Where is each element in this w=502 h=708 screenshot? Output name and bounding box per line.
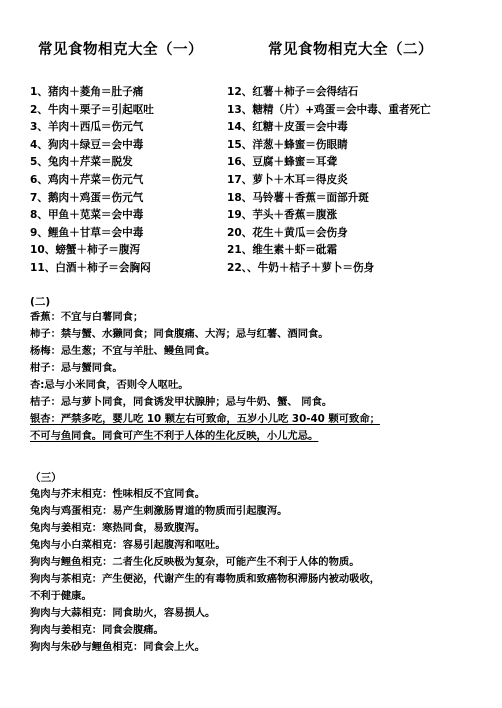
- paragraph-line: 桔子：忌与萝卜同食，同食诱发甲状腺肿；忌与牛奶、蟹、 同食。: [30, 396, 333, 408]
- paragraph-line: 柑子：忌与蟹同食。: [30, 362, 123, 374]
- list-item: 18、马铃薯＋香蕉＝面部升斑: [227, 191, 369, 204]
- paragraph-line: 香蕉：不宜与白薯同食；: [30, 311, 144, 323]
- list-item: 16、豆腐＋蜂蜜＝耳聋: [227, 156, 338, 169]
- list-item: 1、猪肉＋菱角＝肚子痛: [30, 86, 144, 98]
- list-item: 2、牛肉＋栗子＝引起呕吐: [30, 103, 154, 116]
- list-item: 21、维生素＋虾＝砒霜: [227, 244, 338, 257]
- paragraph-line: 杨梅：忌生葱；不宜与羊肚、鳗鱼同食。: [30, 345, 216, 357]
- section-three-heading: （三）: [30, 472, 62, 484]
- paragraph-line: 兔肉与鸡蛋相克：易产生刺激肠胃道的物质而引起腹泻。: [30, 505, 288, 517]
- paragraph-line: 不利于健康。: [30, 590, 92, 602]
- section-two-heading: (二): [30, 296, 51, 308]
- paragraph-line: 狗肉与大蒜相克：同食助火，容易损人。: [30, 607, 216, 619]
- list-item: 10、螃蟹＋柿子＝腹泻: [30, 244, 141, 257]
- list-item: 9、鲤鱼＋甘草＝会中毒: [30, 226, 144, 239]
- paragraph-line: 狗肉与鲤鱼相克：二者生化反映极为复杂，可能产生不利于人体的物质。: [30, 556, 360, 568]
- list-item: 8、甲鱼＋苋菜＝会中毒: [30, 209, 144, 222]
- section-two-body: [30, 309, 480, 445]
- food-list-right: [227, 84, 499, 278]
- paragraph-line: 兔肉与芥末相克：性味相反不宜同食。: [30, 488, 206, 500]
- list-item: 20、花生＋黄瓜＝会伤身: [227, 226, 348, 239]
- underlined-line: 银杏：严禁多吃，婴儿吃 10 颗左右可致命，五岁小儿吃 30-40 颗可致命；: [30, 413, 380, 425]
- paragraph-line: 柿子：禁与蟹、水獭同食；同食腹痛、大泻；忌与红薯、酒同食。: [30, 328, 329, 340]
- list-item: 15、洋葱＋蜂蜜＝伤眼睛: [227, 138, 348, 151]
- list-item: 14、红糖＋皮蛋＝会中毒: [227, 121, 348, 134]
- list-item: 5、兔肉＋芹菜＝脱发: [30, 156, 133, 169]
- paragraph-line: 杏:忌与小米同食，否则令人呕吐。: [30, 379, 189, 391]
- list-item: 6、鸡肉＋芹菜＝伤元气: [30, 173, 144, 186]
- list-item: 13、糖精（片）+鸡蛋＝会中毒、重者死亡: [227, 103, 431, 116]
- title-part-one: 常见食物相克大全（一）: [38, 42, 203, 58]
- list-item: 22、、牛奶＋桔子＋萝卜＝伤身: [227, 261, 375, 274]
- underlined-line: 不可与鱼同食。同食可产生不利于人体的生化反映，小儿尤忌。: [30, 430, 319, 442]
- paragraph-line: 狗肉与茶相克：产生便泌，代谢产生的有毒物质和致癌物积滞肠内被动吸收，: [30, 573, 381, 585]
- paragraph-line: 兔肉与小白菜相克：容易引起腹泻和呕吐。: [30, 539, 226, 551]
- food-list-left: [30, 84, 230, 278]
- section-three-body: [30, 486, 480, 656]
- list-item: 11、白酒＋柿子＝会胸闷: [30, 261, 151, 274]
- paragraph-line: 兔肉与姜相克：寒热同食，易致腹泻。: [30, 522, 206, 534]
- list-item: 7、鹅肉＋鸡蛋＝伤元气: [30, 191, 144, 204]
- list-item: 17、萝卜＋木耳＝得皮炎: [227, 173, 348, 186]
- list-item: 19、芋头＋香蕉＝腹涨: [227, 209, 338, 222]
- title-part-two: 常见食物相克大全（二）: [268, 42, 433, 58]
- paragraph-line: 狗肉与朱砂与鲤鱼相克：同食会上火。: [30, 641, 206, 653]
- paragraph-line: 狗肉与姜相克：同食会腹痛。: [30, 624, 164, 636]
- list-item: 4、狗肉＋绿豆＝会中毒: [30, 138, 144, 151]
- list-item: 12、红薯＋柿子＝会得结石: [227, 86, 359, 98]
- list-item: 3、羊肉＋西瓜＝伤元气: [30, 121, 144, 134]
